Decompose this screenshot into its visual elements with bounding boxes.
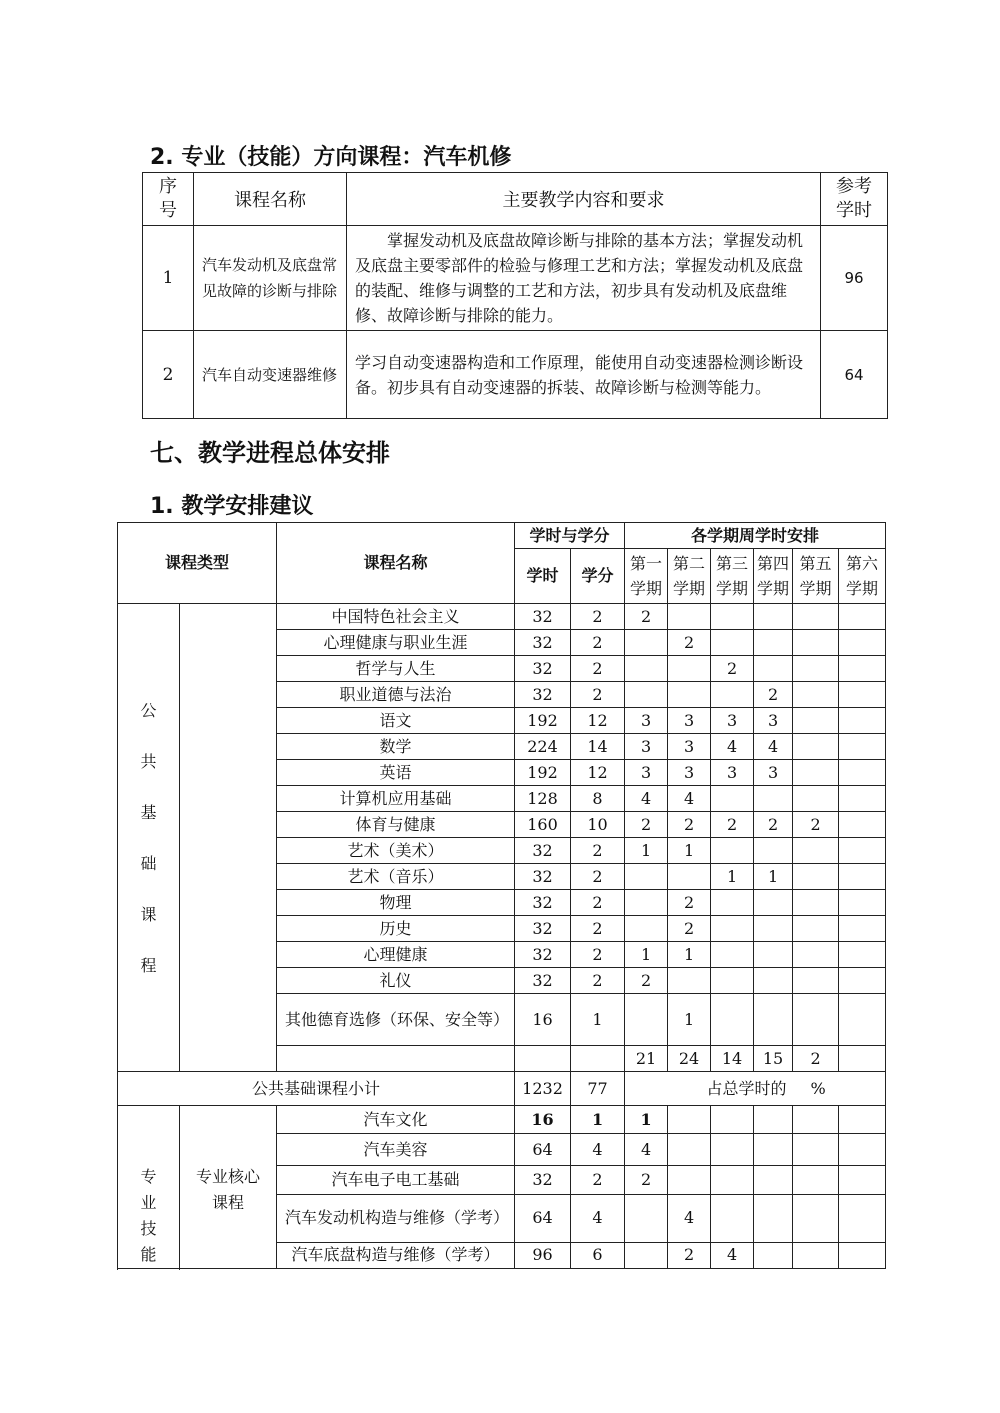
course-hours-cell: 32 [515, 604, 571, 630]
header-semester-5: 第五学期 [793, 549, 839, 604]
public-subcategory-cell [180, 604, 277, 1072]
semester-6-cell [839, 604, 886, 630]
public-course-body [118, 604, 886, 1072]
course-credits-cell: 2 [571, 682, 625, 708]
semester-5-cell [793, 1194, 839, 1242]
semester-3-cell [711, 630, 754, 656]
weekly-total-semester-2: 24 [668, 1046, 711, 1072]
semester-2-cell: 4 [668, 1194, 711, 1242]
course-name-cell: 历史 [277, 916, 515, 942]
subtotal-ratio-label: 占总学时的 [625, 1072, 793, 1106]
semester-1-cell: 1 [625, 838, 668, 864]
row-course-name: 汽车自动变速器维修 [194, 331, 347, 419]
semester-4-cell: 4 [754, 734, 793, 760]
semester-5-cell [793, 916, 839, 942]
semester-2-cell: 1 [668, 838, 711, 864]
course-credits-cell: 2 [571, 968, 625, 994]
course-credits-cell: 6 [571, 1242, 625, 1268]
table1-header-row [143, 173, 888, 226]
course-hours-cell: 32 [515, 682, 571, 708]
course-name-cell: 汽车文化 [277, 1106, 515, 1134]
course-name-cell: 数学 [277, 734, 515, 760]
semester-5-cell [793, 1242, 839, 1268]
semester-4-cell [754, 630, 793, 656]
semester-4-cell [754, 656, 793, 682]
semester-1-cell [625, 656, 668, 682]
semester-2-cell: 3 [668, 708, 711, 734]
course-credits-cell: 2 [571, 1166, 625, 1194]
weekly-total-semester-3: 14 [711, 1046, 754, 1072]
semester-3-cell [711, 682, 754, 708]
semester-1-cell: 4 [625, 1134, 668, 1166]
semester-2-cell: 3 [668, 760, 711, 786]
subtotal-credits: 77 [571, 1072, 625, 1106]
semester-3-cell: 2 [711, 812, 754, 838]
semester-1-cell [625, 864, 668, 890]
semester-5-cell [793, 1134, 839, 1166]
semester-3-cell: 3 [711, 760, 754, 786]
semester-2-cell: 2 [668, 890, 711, 916]
course-name-cell: 汽车美容 [277, 1134, 515, 1166]
semester-4-cell [754, 942, 793, 968]
semester-5-cell [793, 630, 839, 656]
table-row [118, 1106, 886, 1134]
weekly-total-semester-6 [839, 1046, 886, 1072]
semester-4-cell [754, 890, 793, 916]
semester-6-cell [839, 734, 886, 760]
course-name-cell: 心理健康与职业生涯 [277, 630, 515, 656]
semester-6-cell [839, 786, 886, 812]
course-hours-cell: 16 [515, 1106, 571, 1134]
semester-5-cell [793, 1166, 839, 1194]
semester-5-cell [793, 942, 839, 968]
course-credits-cell: 2 [571, 604, 625, 630]
semester-1-cell [625, 1242, 668, 1268]
course-hours-cell: 224 [515, 734, 571, 760]
semester-6-cell [839, 968, 886, 994]
semester-2-cell [668, 1166, 711, 1194]
semester-1-cell: 2 [625, 604, 668, 630]
core-course-subcategory-label: 专业核心课程 [180, 1106, 277, 1269]
header-course-type: 课程类型 [118, 523, 277, 604]
semester-3-cell [711, 1166, 754, 1194]
semester-5-cell [793, 786, 839, 812]
course-name-cell: 礼仪 [277, 968, 515, 994]
semester-3-cell: 2 [711, 656, 754, 682]
semester-6-cell [839, 682, 886, 708]
semester-4-cell [754, 1134, 793, 1166]
weekly-total-semester-1: 21 [625, 1046, 668, 1072]
semester-4-cell [754, 604, 793, 630]
header-reference-hours: 参考学时 [821, 173, 888, 226]
course-credits-cell: 2 [571, 864, 625, 890]
semester-4-cell: 2 [754, 812, 793, 838]
semester-2-cell [668, 1134, 711, 1166]
semester-5-cell [793, 968, 839, 994]
subtotal-label: 公共基础课程小计 [118, 1072, 515, 1106]
semester-1-cell: 2 [625, 1166, 668, 1194]
semester-3-cell [711, 890, 754, 916]
semester-6-cell [839, 890, 886, 916]
semester-1-cell: 3 [625, 734, 668, 760]
course-name-cell: 汽车电子电工基础 [277, 1166, 515, 1194]
semester-2-cell: 1 [668, 942, 711, 968]
course-name-cell: 艺术（音乐） [277, 864, 515, 890]
semester-6-cell [839, 1242, 886, 1268]
semester-3-cell [711, 942, 754, 968]
semester-5-cell [793, 656, 839, 682]
course-name-cell: 语文 [277, 708, 515, 734]
semester-1-cell: 2 [625, 968, 668, 994]
semester-3-cell [711, 1134, 754, 1166]
course-hours-cell: 96 [515, 1242, 571, 1268]
semester-6-cell [839, 1166, 886, 1194]
course-name-cell: 物理 [277, 890, 515, 916]
semester-4-cell [754, 838, 793, 864]
course-hours-cell: 32 [515, 1166, 571, 1194]
header-semester-1: 第一学期 [625, 549, 668, 604]
course-hours-cell: 192 [515, 760, 571, 786]
header-credits: 学分 [571, 549, 625, 604]
semester-4-cell: 1 [754, 864, 793, 890]
semester-1-cell [625, 630, 668, 656]
semester-2-cell: 1 [668, 994, 711, 1046]
header-semester-6: 第六学期 [839, 549, 886, 604]
course-hours-cell: 64 [515, 1194, 571, 1242]
semester-5-cell [793, 682, 839, 708]
course-hours-cell: 32 [515, 838, 571, 864]
semester-1-cell: 3 [625, 708, 668, 734]
semester-6-cell [839, 656, 886, 682]
semester-3-cell: 4 [711, 734, 754, 760]
header-course-name: 课程名称 [194, 173, 347, 226]
major-skills-category-label: 专业技能 [118, 1106, 180, 1269]
semester-2-cell [668, 1106, 711, 1134]
header-semester-2: 第二学期 [668, 549, 711, 604]
header-semester-arrangement: 各学期周学时安排 [625, 523, 886, 549]
semester-6-cell [839, 760, 886, 786]
public-course-category-label: 公共基础课程 [118, 604, 180, 1072]
semester-3-cell: 4 [711, 1242, 754, 1268]
semester-4-cell [754, 994, 793, 1046]
semester-2-cell: 2 [668, 630, 711, 656]
header-hours-credits: 学时与学分 [515, 523, 625, 549]
row-hours: 96 [821, 226, 888, 331]
course-name-cell: 艺术（美术） [277, 838, 515, 864]
course-credits-cell: 2 [571, 630, 625, 656]
row-hours: 64 [821, 331, 888, 419]
semester-6-cell [839, 1106, 886, 1134]
teaching-schedule-table [117, 522, 886, 1269]
course-name-cell: 汽车底盘构造与维修（学考） [277, 1242, 515, 1268]
course-hours-cell: 192 [515, 708, 571, 734]
table-row [143, 226, 888, 331]
course-hours-cell: 32 [515, 656, 571, 682]
semester-2-cell: 2 [668, 812, 711, 838]
semester-2-cell: 2 [668, 1242, 711, 1268]
course-credits-cell: 2 [571, 942, 625, 968]
section-1-title: 1. 教学安排建议 [150, 494, 314, 519]
header-semester-3: 第三学期 [711, 549, 754, 604]
semester-1-cell [625, 682, 668, 708]
semester-1-cell: 1 [625, 942, 668, 968]
semester-3-cell [711, 994, 754, 1046]
course-name-cell: 汽车发动机构造与维修（学考） [277, 1194, 515, 1242]
row-content: 掌握发动机及底盘故障诊断与排除的基本方法；掌握发动机及底盘主要零部件的检验与修理工艺和方法；掌握发动机及底盘的装配、维修与调整的工艺和方法，初步具有发动机及底盘维修、故障诊断与排除的能力。 [347, 226, 821, 331]
semester-2-cell [668, 682, 711, 708]
semester-4-cell [754, 1194, 793, 1242]
semester-3-cell [711, 838, 754, 864]
semester-5-cell [793, 604, 839, 630]
semester-5-cell [793, 1106, 839, 1134]
header-row-1 [118, 523, 886, 549]
course-hours-cell: 32 [515, 942, 571, 968]
semester-3-cell [711, 786, 754, 812]
semester-3-cell [711, 916, 754, 942]
course-credits-cell: 12 [571, 760, 625, 786]
course-credits-cell: 2 [571, 890, 625, 916]
table-row [118, 604, 886, 630]
empty-cell [515, 1046, 571, 1072]
header-content: 主要教学内容和要求 [347, 173, 821, 226]
semester-2-cell [668, 604, 711, 630]
semester-4-cell [754, 1242, 793, 1268]
semester-1-cell [625, 994, 668, 1046]
semester-5-cell [793, 838, 839, 864]
course-credits-cell: 4 [571, 1194, 625, 1242]
chapter-title: 七、教学进程总体安排 [150, 439, 390, 467]
semester-6-cell [839, 864, 886, 890]
weekly-total-semester-4: 15 [754, 1046, 793, 1072]
course-credits-cell: 12 [571, 708, 625, 734]
semester-3-cell [711, 1106, 754, 1134]
course-hours-cell: 16 [515, 994, 571, 1046]
semester-4-cell [754, 1166, 793, 1194]
section-2-title: 2. 专业（技能）方向课程：汽车机修 [150, 145, 512, 170]
major-direction-course-table [142, 172, 888, 419]
semester-6-cell [839, 994, 886, 1046]
semester-2-cell: 2 [668, 916, 711, 942]
semester-6-cell [839, 942, 886, 968]
semester-1-cell [625, 916, 668, 942]
row-content: 学习自动变速器构造和工作原理，能使用自动变速器检测诊断设备。初步具有自动变速器的拆装、故障诊断与检测等能力。 [347, 331, 821, 419]
semester-2-cell [668, 656, 711, 682]
course-credits-cell: 8 [571, 786, 625, 812]
semester-3-cell: 1 [711, 864, 754, 890]
course-hours-cell: 32 [515, 916, 571, 942]
header-hours: 学时 [515, 549, 571, 604]
semester-3-cell: 3 [711, 708, 754, 734]
semester-6-cell [839, 1194, 886, 1242]
row-no: 1 [143, 226, 194, 331]
semester-1-cell [625, 890, 668, 916]
course-hours-cell: 128 [515, 786, 571, 812]
semester-6-cell [839, 1134, 886, 1166]
semester-2-cell: 4 [668, 786, 711, 812]
course-credits-cell: 1 [571, 1106, 625, 1134]
course-credits-cell: 2 [571, 916, 625, 942]
subtotal-row [118, 1072, 886, 1106]
course-credits-cell: 2 [571, 656, 625, 682]
semester-3-cell [711, 604, 754, 630]
course-name-cell: 英语 [277, 760, 515, 786]
course-credits-cell: 14 [571, 734, 625, 760]
semester-4-cell: 3 [754, 708, 793, 734]
course-name-cell: 其他德育选修（环保、安全等） [277, 994, 515, 1046]
semester-5-cell [793, 708, 839, 734]
semester-1-cell: 1 [625, 1106, 668, 1134]
course-hours-cell: 160 [515, 812, 571, 838]
subtotal-percent: % [793, 1072, 886, 1106]
semester-1-cell: 4 [625, 786, 668, 812]
row-course-name: 汽车发动机及底盘常见故障的诊断与排除 [194, 226, 347, 331]
empty-cell [571, 1046, 625, 1072]
semester-2-cell [668, 864, 711, 890]
semester-4-cell [754, 968, 793, 994]
semester-6-cell [839, 812, 886, 838]
semester-2-cell: 3 [668, 734, 711, 760]
semester-6-cell [839, 630, 886, 656]
course-name-cell: 计算机应用基础 [277, 786, 515, 812]
semester-4-cell [754, 786, 793, 812]
semester-1-cell [625, 1194, 668, 1242]
header-no: 序号 [143, 173, 194, 226]
semester-4-cell [754, 1106, 793, 1134]
course-name-cell: 职业道德与法治 [277, 682, 515, 708]
course-name-cell: 体育与健康 [277, 812, 515, 838]
semester-5-cell [793, 734, 839, 760]
semester-5-cell [793, 864, 839, 890]
row-no: 2 [143, 331, 194, 419]
header-semester-4: 第四学期 [754, 549, 793, 604]
course-credits-cell: 10 [571, 812, 625, 838]
course-hours-cell: 64 [515, 1134, 571, 1166]
semester-4-cell: 2 [754, 682, 793, 708]
course-credits-cell: 2 [571, 838, 625, 864]
semester-6-cell [839, 708, 886, 734]
semester-1-cell: 2 [625, 812, 668, 838]
weekly-total-semester-5: 2 [793, 1046, 839, 1072]
header-course-name: 课程名称 [277, 523, 515, 604]
subtotal-hours: 1232 [515, 1072, 571, 1106]
course-hours-cell: 32 [515, 968, 571, 994]
course-hours-cell: 32 [515, 890, 571, 916]
course-credits-cell: 1 [571, 994, 625, 1046]
table-row [143, 331, 888, 419]
semester-3-cell [711, 968, 754, 994]
empty-cell [277, 1046, 515, 1072]
semester-5-cell [793, 994, 839, 1046]
course-name-cell: 中国特色社会主义 [277, 604, 515, 630]
course-name-cell: 哲学与人生 [277, 656, 515, 682]
semester-6-cell [839, 838, 886, 864]
semester-1-cell: 3 [625, 760, 668, 786]
semester-5-cell: 2 [793, 812, 839, 838]
semester-4-cell [754, 916, 793, 942]
course-hours-cell: 32 [515, 630, 571, 656]
course-credits-cell: 4 [571, 1134, 625, 1166]
semester-4-cell: 3 [754, 760, 793, 786]
course-hours-cell: 32 [515, 864, 571, 890]
semester-5-cell [793, 890, 839, 916]
core-course-body [118, 1106, 886, 1269]
course-name-cell: 心理健康 [277, 942, 515, 968]
semester-3-cell [711, 1194, 754, 1242]
semester-2-cell [668, 968, 711, 994]
semester-6-cell [839, 916, 886, 942]
semester-5-cell [793, 760, 839, 786]
